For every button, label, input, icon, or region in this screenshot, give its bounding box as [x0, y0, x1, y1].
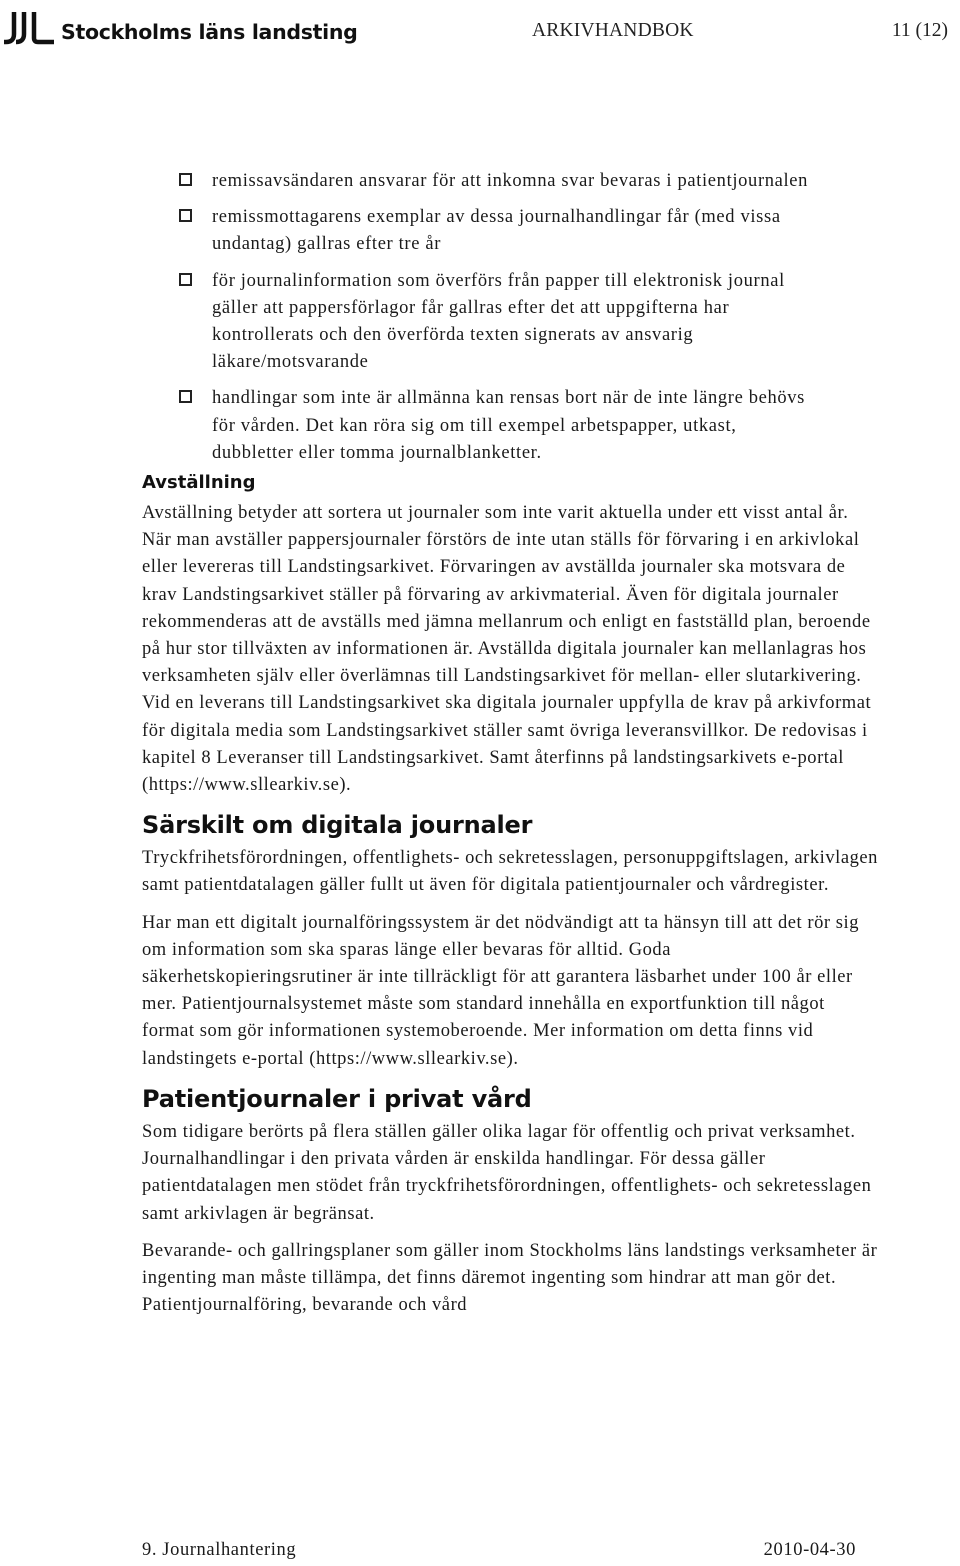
- sll-logo-icon: [4, 12, 54, 46]
- digitala-paragraph-1: Tryckfrihetsförordningen, offentlighets- och sekretesslagen, personuppgiftslagen, arkivlagen samt patientdatalagen gäller fullt ut även för digitala patientjournaler och vårdregister.: [142, 848, 878, 896]
- checkbox-icon: [179, 173, 192, 186]
- main-content: [142, 168, 882, 1329]
- footer-date: 2010-04-30: [763, 1540, 856, 1560]
- checkbox-icon: [179, 209, 192, 222]
- privat-paragraph-2: Bevarande- och gallringsplaner som gäller inom Stockholms läns landstings verksamheter är ingenting man måste tillämpa, det finns däremot ingenting som hindrar att man gör det. Patientjournalföring, bevarande och vård: [142, 1240, 878, 1316]
- page-header: [0, 0, 960, 60]
- list-item: [0, 268, 882, 377]
- list-item: [0, 204, 882, 258]
- checkbox-icon: [179, 390, 192, 403]
- section-heading-privat-vard: Patientjournaler i privat vård: [142, 1084, 532, 1113]
- list-item: [0, 168, 882, 195]
- list-item-text: för journalinformation som överförs från papper till elektronisk journal gäller att pappersförlagor får gallras efter det att uppgifterna har kontrollerats och den överförda texten signerats av ansvarig läkare/motsvarande: [212, 270, 785, 373]
- org-name: Stockholms läns landsting: [61, 20, 358, 44]
- checkbox-list: [0, 168, 882, 467]
- footer-chapter: 9. Journalhantering: [142, 1540, 297, 1560]
- list-item-text: handlingar som inte är allmänna kan rensas bort när de inte längre behövs för vården. Det kan röra sig om till exempel arbetspapper, utkast, dubbletter eller tomma journalblanketter.: [212, 388, 806, 463]
- digitala-paragraph-2: Har man ett digitalt journalföringssystem är det nödvändigt att ta hänsyn till att det rör sig om information som ska sparas länge eller bevaras för alltid. Goda säkerhetskopieringsrutiner är inte tillräckligt för att garantera läsbarhet under 100 år eller mer. Patientjournalsystemet måste som standard innehålla en exportfunktion till något format som gör informationen systemoberoende. Mer information om detta finns vid landstingets e-portal (https://www.sllearkiv.se).: [142, 912, 860, 1069]
- privat-paragraph-1: Som tidigare berörts på flera ställen gäller olika lagar för offentlig och privat verksamhet. Journalhandlingar i den privata vården är enskilda handlingar. För dessa gäller patientdatalagen men stödet från tryckfrihetsförordningen, offentlighets- och sekretesslagen samt arkivlagen är begränsat.: [142, 1121, 872, 1224]
- section-heading-digitala-journaler: Särskilt om digitala journaler: [142, 811, 533, 840]
- logo: [4, 12, 358, 46]
- list-item-text: remissmottagarens exemplar av dessa journalhandlingar får (med vissa undantag) gallras efter tre år: [212, 207, 781, 255]
- list-item: [0, 385, 882, 467]
- page-number: 11 (12): [891, 20, 948, 41]
- list-item-text: remissavsändaren ansvarar för att inkomna svar bevaras i patientjournalen: [212, 171, 809, 191]
- checkbox-icon: [179, 273, 192, 286]
- avstallning-paragraph: Avställning betyder att sortera ut journaler som inte varit aktuella under ett visst antal år. När man avställer pappersjournaler förstörs de inte utan ställs för förvaring i en arkivlokal eller levereras till Landstingsarkivet. Förvaringen av avställda journaler ska motsvara de krav Landstingsarkivet ställer på förvaring av arkivmaterial. Även för digitala journaler rekommenderas att de avställs med jämna mellanrum och enligt en fastställd plan, beroende på hur stor tillväxten av informationen är. Avställda digitala journaler kan mellanlagras hos verksamheten själv eller överlämnas till Landstingsarkivet för mellan- eller slutarkivering. Vid en leverans till Landstingsarkivet ska digitala journaler uppfylla de krav på arkivformat för digitala media som Landstingsarkivet ställer samt övriga leveransvillkor. De redovisas i kapitel 8 Leveranser till Landstingsarkivet. Samt återfinns på landstingsarkivets e-portal (https://www.sllearkiv.se).: [142, 503, 872, 796]
- document-title: ARKIVHANDBOK: [532, 20, 694, 41]
- section-heading-avstallning: Avställning: [142, 472, 256, 494]
